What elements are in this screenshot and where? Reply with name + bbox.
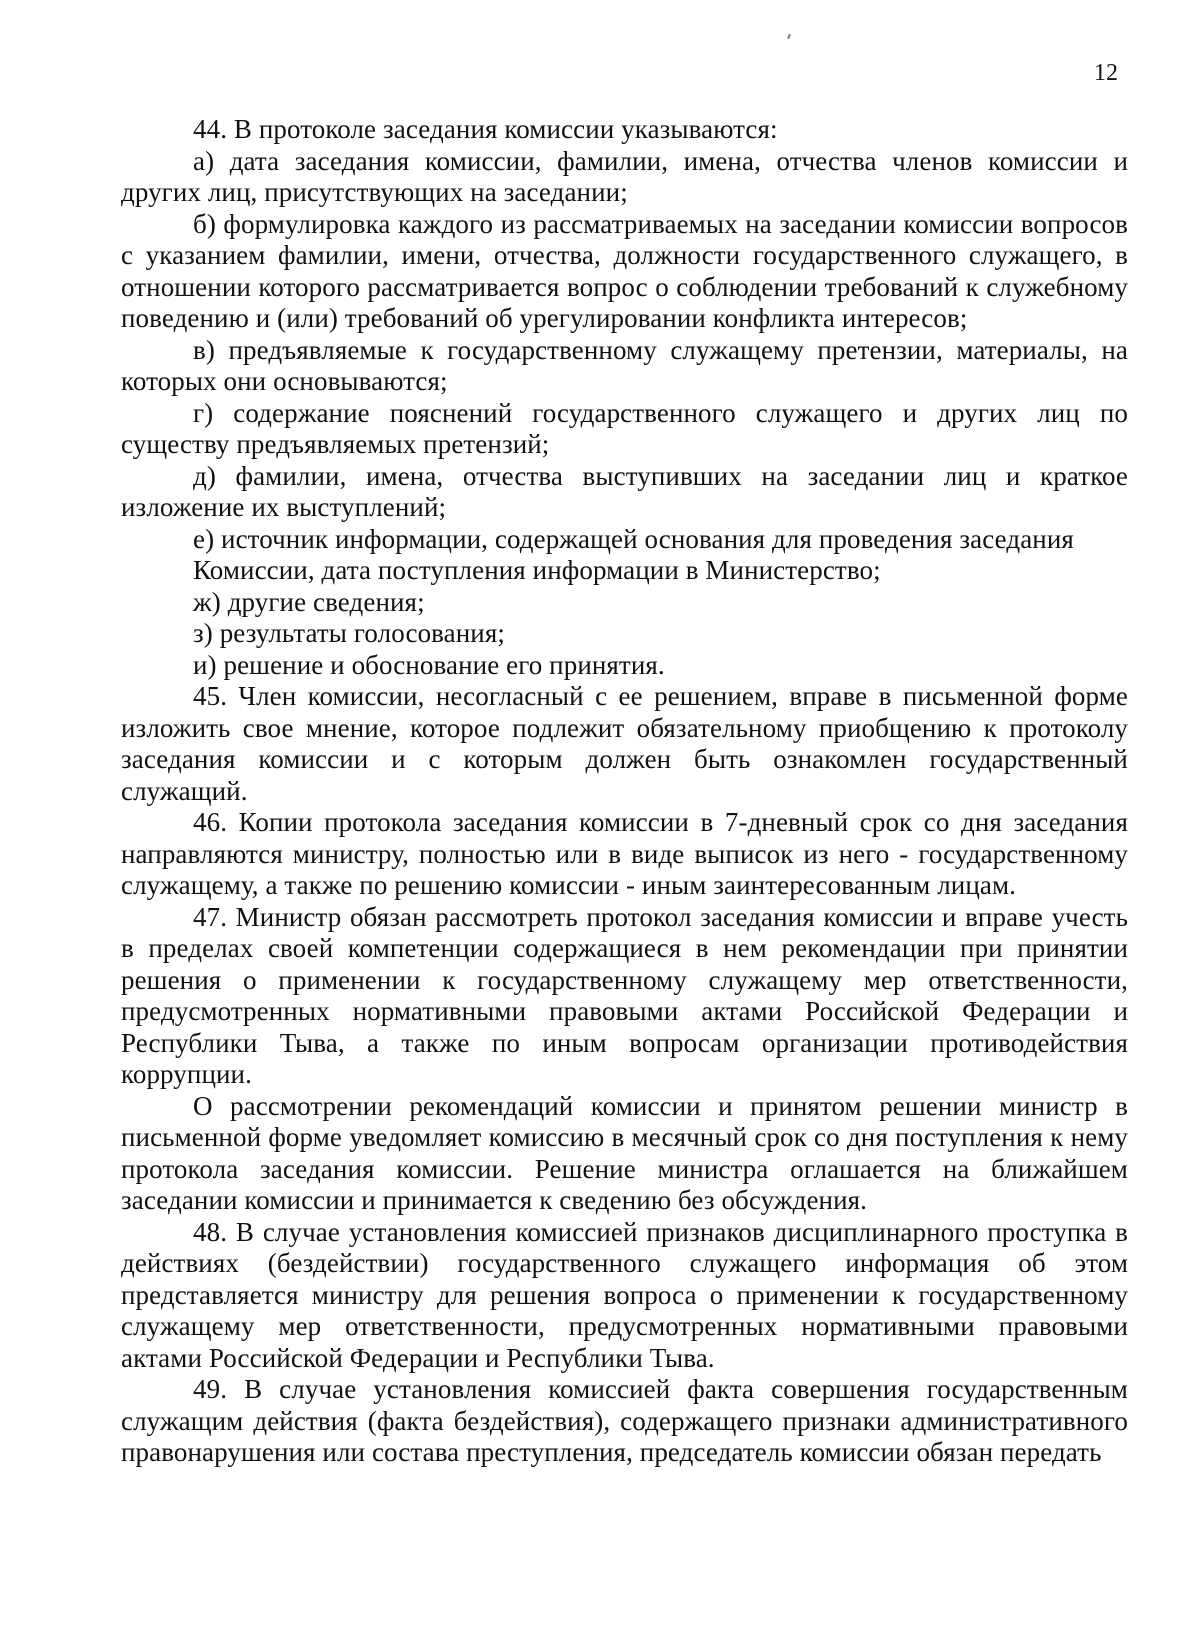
paragraph-45: 45. Член комиссии, несогласный с ее решением, вправе в письменной форме изложить свое мнение, которое подлежит обязательному приобщению к протоколу заседания комиссии и с которым должен быть ознакомлен государственный служащий. [121,681,1128,806]
item-e-line-2: Комиссии, дата поступления информации в Министерство; [193,555,881,585]
paragraph-49: 49. В случае установления комиссией факта совершения государственным служащим действия (факта бездействия), содержащего признаки административного правонарушения или состава преступления, председатель комиссии обязан передать [121,1374,1128,1467]
paragraph-44: 44. В протоколе заседания комиссии указываются: [193,114,778,144]
paragraph-46: 46. Копии протокола заседания комиссии в 7-дневный срок со дня заседания направляются министру, полностью или в виде выписок из него - государственному служащему, а также по решению комиссии - иным заинтересованным лицам. [121,807,1128,900]
item-d: д) фамилии, имена, отчества выступивших на заседании лиц и краткое изложение их выступлений; [121,460,1128,522]
paragraph-47: 47. Министр обязан рассмотреть протокол заседания комиссии и вправе учесть в пределах своей компетенции содержащиеся в нем рекомендации при принятии решения о применении к государственному служащему мер ответственности, предусмотренных нормативными правовыми актами Российской Федерации и Республики Тыва, а также по иным вопросам организации противодействия коррупции. [121,901,1128,1089]
page-number: 12 [1094,60,1118,86]
paragraph-48: 48. В случае установления комиссией признаков дисциплинарного проступка в действиях (бездействии) государственного служащего информация об этом представляется министру для решения вопроса о применении к государственному служащему мер ответственности, предусмотренных нормативными правовыми актами Российской Федерации и Республики Тыва. [121,1216,1128,1373]
item-z: з) результаты голосования; [193,618,505,648]
item-g: г) содержание пояснений государственного служащего и других лиц по существу предъявляемых претензий; [121,397,1128,459]
scan-speck [787,34,791,39]
item-e-line-1: е) источник информации, содержащей основания для проведения заседания [193,523,1074,554]
item-a: а) дата заседания комиссии, фамилии, имена, отчества членов комиссии и других лиц, присутствующих на заседании; [121,145,1128,207]
item-b: б) формулировка каждого из рассматриваемых на заседании комиссии вопросов с указанием фамилии, имени, отчества, должности государственного служащего, в отношении которого рассматривается вопрос о соблюдении требований к служебному поведению и (или) требований об урегулировании конфликта интересов; [121,208,1128,333]
item-e [121,524,1128,587]
item-i: и) решение и обоснование его принятия. [193,649,665,680]
item-zh: ж) другие сведения; [193,586,425,617]
paragraph-47-continued: О рассмотрении рекомендаций комиссии и принятом решении министр в письменной форме уведомляет комиссию в месячный срок со дня поступления к нему протокола заседания комиссии. Решение министра оглашается на ближайшем заседании комиссии и принимается к сведению без обсуждения. [121,1090,1128,1215]
document-body [121,114,1128,1469]
item-v: в) предъявляемые к государственному служащему претензии, материалы, на которых они основываются; [121,334,1128,396]
